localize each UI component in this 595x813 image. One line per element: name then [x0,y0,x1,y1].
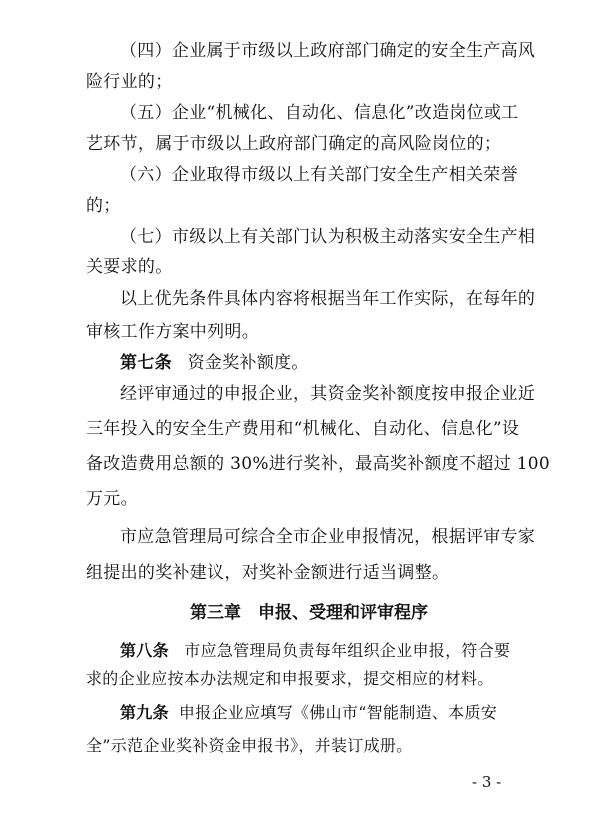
article-text: 市应急管理局负责每年组织企业申报，符合要 [184,641,511,660]
article-label: 第八条 [120,641,169,660]
article-9-line [120,702,497,724]
article-7-line [120,352,309,374]
paragraph-line: 关要求的。 [86,257,173,277]
paragraph-line: （七）市级以上有关部门认为积极主动落实安全生产相 [120,227,536,247]
paragraph-line: 的； [86,196,121,216]
paragraph-line: 组提出的奖补建议，对奖补金额进行适当调整。 [86,563,450,583]
paragraph-line: 求的企业应按本办法规定和申报要求，提交相应的材料。 [86,669,494,688]
page-number: - 3 - [472,773,502,791]
chapter-heading: 第三章 申报、受理和评审程序 [190,603,428,623]
paragraph-line: 艺环节，属于市级以上政府部门确定的高风险岗位的； [86,134,502,154]
article-text: 资金奖补额度。 [187,353,309,373]
paragraph-line: 三年投入的安全生产费用和“机械化、自动化、信息化”设 [86,419,520,439]
paragraph-line: 审核工作方案中列明。 [86,322,259,342]
paragraph-line: （四）企业属于市级以上政府部门确定的安全生产高风 [120,41,536,61]
article-label: 第七条 [120,353,172,373]
paragraph-line: 市应急管理局可综合全市企业申报情况，根据评审专家 [120,527,536,547]
paragraph-line: （六）企业取得市级以上有关部门安全生产相关荣誉 [120,165,518,185]
paragraph-line: 万元。 [86,489,138,509]
paragraph-line: 备改造费用总额的 30%进行奖补，最高奖补额度不超过 100 [86,454,551,474]
article-text: 申报企业应填写《佛山市“智能制造、本质安 [178,703,498,722]
paragraph-line: 险行业的； [86,72,173,92]
paragraph-line: （五）企业“机械化、自动化、信息化”改造岗位或工 [120,103,519,123]
article-label: 第九条 [120,703,169,722]
paragraph-line: 全”示范企业奖补资金申报书》，并装订成册。 [86,736,413,755]
article-8-line [120,640,510,662]
paragraph-line: 经评审通过的申报企业，其资金奖补额度按申报企业近 [120,384,536,404]
paragraph-line: 以上优先条件具体内容将根据当年工作实际，在每年的 [120,289,536,309]
